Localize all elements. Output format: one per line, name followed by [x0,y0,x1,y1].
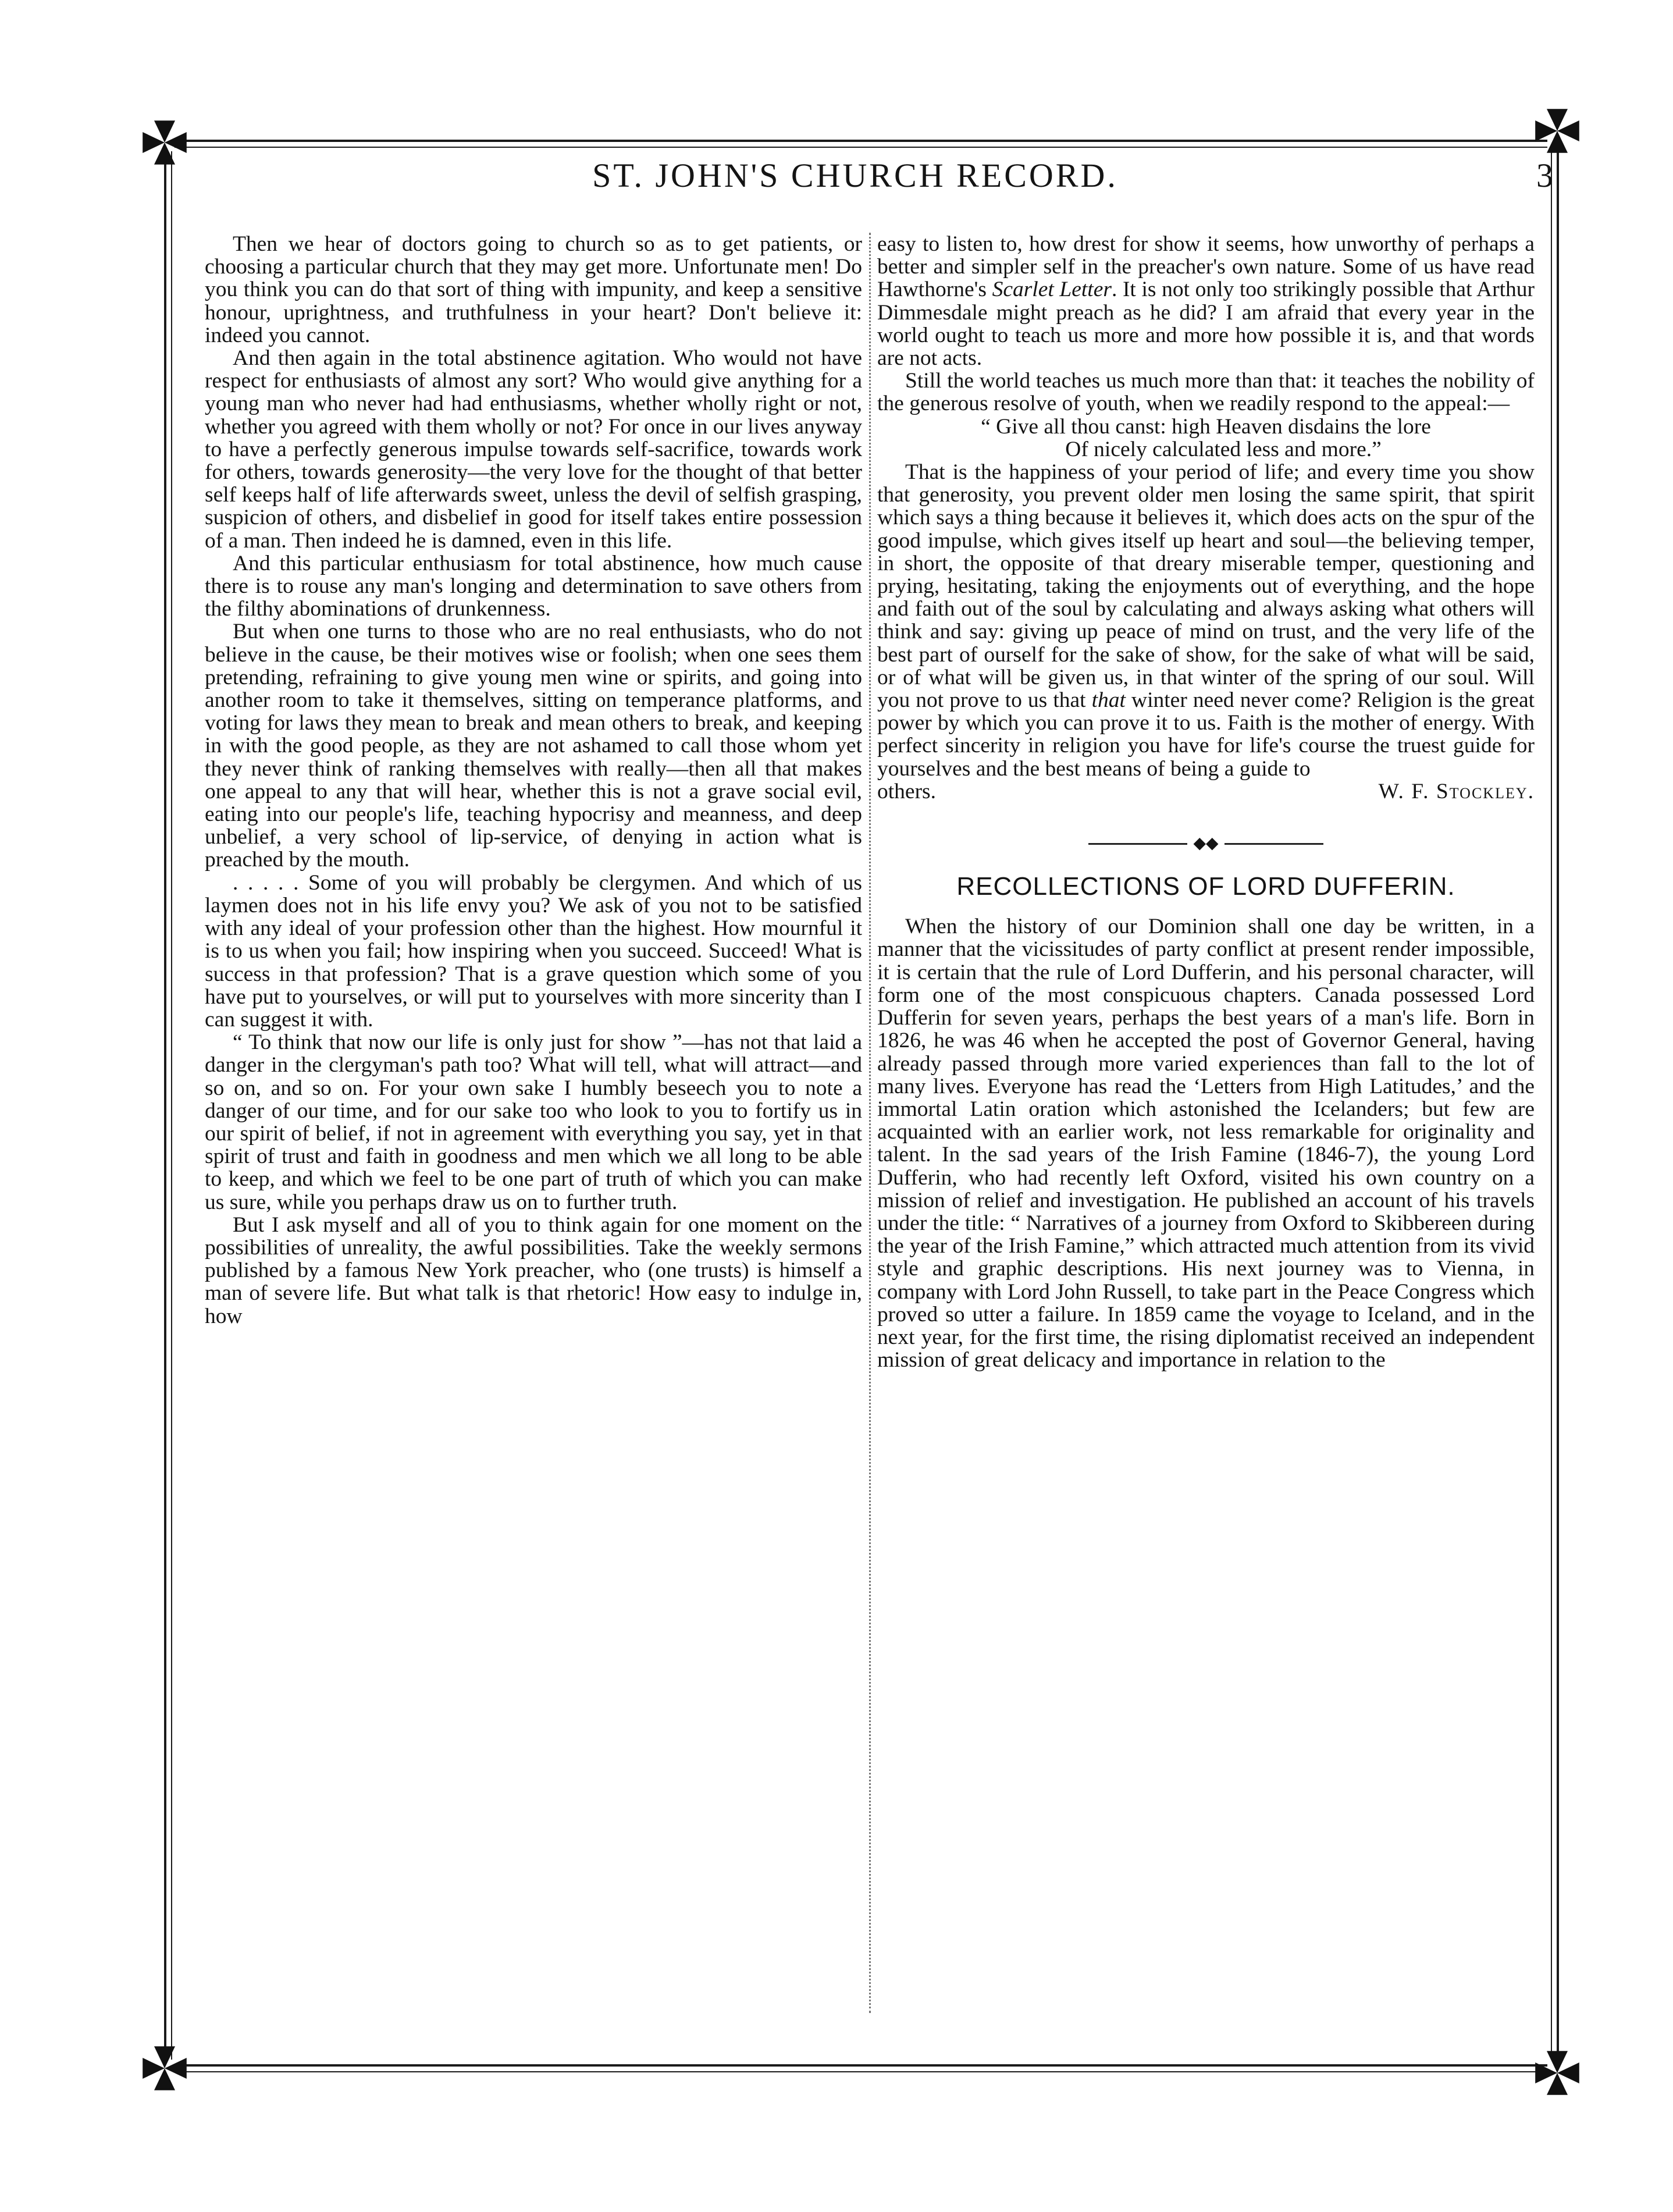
emphasis: that [1091,688,1126,713]
text-run: . It is not only too strikingly possible that Arthur Dimmesdale might preach as he did? I am afraid that every year in the world ought to teach us more and more how possible it is, and that words are not acts. [877,278,1535,371]
signature-lead: others. [877,779,937,803]
divider-line [1088,843,1187,845]
diamond-ornament-icon: ◆◆ [1193,834,1219,853]
book-title: Scarlet Letter [992,278,1112,302]
text-run: That is the happiness of your period of life; and every time you show that generosity, you prevent older men losing the same spirit, that spirit which says a thing because it believes it, which does acts on the spur of the good impulse, which gives itself up heart and soul—the believing temper, in short, the opposite of that dreary miserable temper, questioning and prying, hesitating, taking the enjoyments out of everything, and the hope and faith out of the soul by calculating and always asking what others will think and say: giving up peace of mind on trust, and the very life of the best part of ourself for the sake of show, for the sake of what will be said, or of what will be given us, in that winter of the spring of our soul. Will you not prove to us that [877,460,1535,713]
author-signature: W. F. Stockley. [1378,779,1535,803]
paragraph: Then we hear of doctors going to church so as to get patients, or choosing a particular church that they may get more. Unfortunate men! Do you think you can do that sort of thing with impunity, and keep a sensitive honour, uprightness, and truthfulness in your heart? Don't believe it: indeed you cannot. [205,232,862,347]
signature-line [877,780,1535,803]
maltese-cross-icon [1531,105,1583,157]
border-right-rule-inner [1551,151,1552,2060]
border-left-rule-inner [171,151,172,2060]
running-head [157,156,1553,202]
paragraph [877,461,1535,780]
divider-line [1225,843,1323,845]
paragraph: But I ask myself and all of you to think again for one moment on the possibilities of unreality, the awful possibilities. Take the weekly sermons published by a famous New York preacher, who (one trusts) is himself a man of severe life. But what talk is that rhetoric! How easy to indulge in, how [205,1212,862,1328]
paragraph: Still the world teaches us much more than that: it teaches the nobility of the generous resolve of youth, when we readily respond to the appeal:— [877,369,1535,416]
section-divider [877,835,1535,852]
text-run: winter need never come? Religion is the great power by which you can prove it to us. Faith is the mother of energy. With perfect sincerity in religion you have for life's course the truest guide for yourselves and the best means of being a guide to [877,688,1535,781]
border-right-rule [1557,151,1559,2060]
paragraph [877,233,1535,369]
paragraph: And this particular enthusiasm for total abstinence, how much cause there is to rouse any man's longing and determination to save others from the filthy abominations of drunkenness. [205,551,862,621]
left-column [205,233,862,1328]
maltese-cross-icon [1531,2047,1583,2099]
verse-line: “ Give all thou canst: high Heaven disdains the lore [981,414,1431,439]
paragraph: . . . . . Some of you will probably be clergymen. And which of us laymen does not in his life envy you? We ask of you not to be satisfied with any ideal of your profession other than the highest. How mournful it is to us when you fail; how inspiring when you succeed. Succeed! What is success in that profession? That is a grave question which some of you have put to yourselves, or will put to yourselves with more sincerity than I can suggest it with. [205,870,862,1032]
page-title: ST. JOHN'S CHURCH RECORD. [592,157,1118,194]
right-column [877,233,1535,1371]
paragraph: And then again in the total abstinence agitation. Who would not have respect for enthusiasts of almost any sort? Who would give anything for a young man who never had had enthusiasms, whether wholly right or not, whether you agreed with them wholly or not? For once in our lives anyway to have a perfectly generous impulse towards self-sacrifice, towards work for others, towards generosity—the very love for the thought of that better self keeps half of life afterwards sweet, unless the devil of selfish grasping, suspicion of others, and disbelief in good for itself takes entire possession of a man. Then indeed he is damned, even in this life. [205,346,862,553]
maltese-cross-icon [138,2042,191,2094]
section-heading: RECOLLECTIONS OF LORD DUFFERIN. [956,872,1455,901]
border-bottom-rule [175,2064,1547,2067]
border-top-rule [175,140,1547,142]
paragraph: When the history of our Dominion shall one day be written, in a manner that the vicissitudes of party conflict at present render impossible, it is certain that the rule of Lord Dufferin, and his personal character, will form one of the most conspicuous chapters. Canada possessed Lord Dufferin for seven years, perhaps the best years of a man's life. Born in 1826, he was 46 when he accepted the post of Governor General, having already passed through more varied experiences than fall to the lot of many lives. Everyone has read the ‘Letters from High Latitudes,’ and the immortal Latin oration which astonished the Icelanders; but few are acquainted with an earlier work, not less remarkable for originality and talent. In the sad years of the Irish Famine (1846-7), the young Lord Dufferin, who had recently left Oxford, visited his own country on a mission of relief and investigation. He published an account of his travels under the title: “ Narratives of a journey from Oxford to Skibbereen during the year of the Irish Famine,” which attracted much attention from its vivid style and graphic descriptions. His next journey was to Vienna, in company with Lord John Russell, to take part in the Peace Congress which proved so utter a failure. In 1859 came the voyage to Iceland, and in the next year, for the first time, the rising diplomatist received an independent mission of great delicacy and importance in relation to the [877,915,1535,1372]
border-bottom-rule-inner [175,2071,1547,2072]
border-left-rule [164,151,166,2060]
column-gutter [869,233,872,2013]
page-number: 3 [1536,157,1553,194]
verse-line: Of nicely calculated less and more.” [1065,437,1382,461]
paragraph: “ To think that now our life is only just for show ”—has not that laid a danger in the clergyman's path too? What will tell, what will attract—and so on, and so on. For your own sake I humbly beseech you to note a danger of our time, and for our sake too who look to you to fortify us in our spirit of belief, if not in agreement with everything you say, yet in that spirit of trust and faith in goodness and men which we all long to be able to keep, and which we feel to be one part of truth of which you can make us sure, while you perhaps draw us on to further truth. [205,1030,862,1214]
paragraph: But when one turns to those who are no real enthusiasts, who do not believe in the cause, be their motives wise or foolish; when one sees them pretending, refraining to give young men wine or spirits, and going into another room to take it themselves, sitting on temperance platforms, and voting for laws they mean to break and mean others to break, and keeping in with the good people, as they are not ashamed to call those whom yet they never think of ranking themselves with really—then all that makes one appeal to any that will hear, whether this is not a grave social evil, eating into our people's life, teaching hypocrisy and meanness, and deep unbelief, a very school of lip-service, of denying in action what is preached by the mouth. [205,620,862,872]
border-top-rule-inner [175,147,1547,148]
text-run: easy to listen to, how drest for show it seems, how unworthy of perhaps a better and simpler self in the preacher's own nature. Some of us have read Hawthorne's [877,232,1535,302]
